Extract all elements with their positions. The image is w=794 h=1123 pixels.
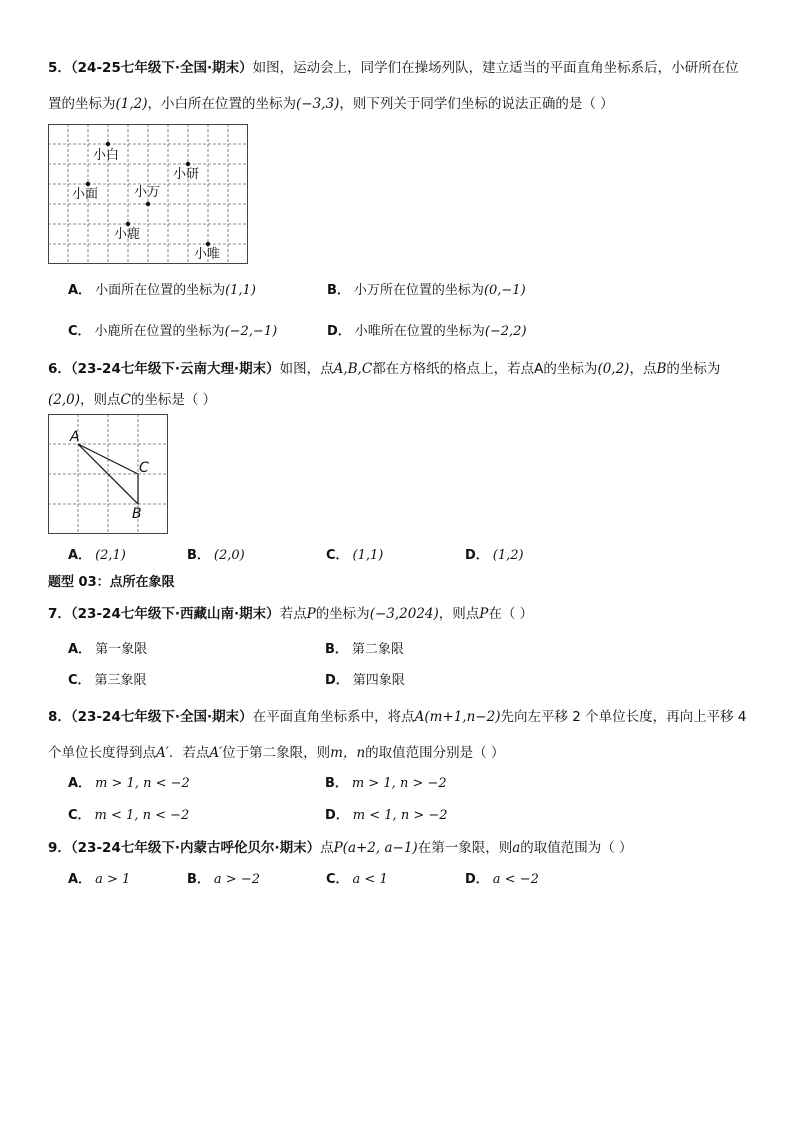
q7-option-c[interactable] [68, 669, 147, 688]
q7-text-a: 若点 [279, 606, 307, 622]
q5-label-xiaowan: 小万 [134, 185, 161, 200]
option-letter: C． [68, 324, 91, 339]
q8-option-c[interactable] [68, 804, 189, 823]
q5-grid-figure [48, 124, 250, 266]
option-value: a > 1 [95, 872, 131, 887]
q8-line1 [48, 705, 747, 725]
q6-text-1b: 都在方格纸的格点上，若点A的坐标为 [372, 361, 598, 377]
q7-source: （23-24七年级下·西藏山南·期末） [70, 606, 280, 622]
q6-point-c: C [120, 392, 131, 408]
q6-label-a: A [70, 429, 80, 445]
q8-source: （23-24七年级下·全国·期末） [70, 709, 253, 725]
option-letter: D． [465, 872, 489, 887]
q5-text-line1: 如图，运动会上，同学们在操场列队，建立适当的平面直角坐标系后，小研所在位 [252, 60, 739, 76]
q8-point-a-prime: A′ [156, 745, 169, 761]
option-letter: A． [68, 776, 92, 791]
q5-dot-xiaolu [126, 222, 130, 226]
option-letter: A． [68, 283, 92, 298]
option-text: 第四象限 [352, 673, 405, 688]
q7-option-b[interactable] [325, 638, 404, 657]
q5-number: 5． [48, 60, 71, 76]
option-value: m < 1, n < −2 [94, 808, 190, 823]
option-letter: A． [68, 872, 92, 887]
q7-text-b: 的坐标为 [315, 606, 370, 622]
option-letter: C． [68, 808, 91, 823]
option-value: m > 1, n < −2 [95, 776, 190, 791]
q6-text-2a: ，则点 [80, 392, 121, 408]
option-value: a < −2 [492, 872, 539, 887]
option-value: a < 1 [352, 872, 388, 887]
q6-grid-figure [48, 414, 170, 536]
option-letter: C． [326, 872, 349, 887]
option-letter: D． [327, 324, 351, 339]
q5-label-xiaomian: 小面 [72, 187, 99, 202]
q5-dot-xiaoyan [186, 162, 190, 166]
q5-option-a[interactable] [68, 279, 256, 298]
option-letter: B． [325, 642, 348, 657]
option-letter: B． [325, 776, 348, 791]
option-text: 小唯所在位置的坐标为 [354, 324, 485, 339]
option-text: 小万所在位置的坐标为 [353, 283, 484, 298]
q7-point: P [306, 606, 316, 622]
q8-option-a[interactable] [68, 772, 190, 791]
q5-text-2b: ，小白所在位置的坐标为 [147, 96, 297, 112]
option-text: 第二象限 [351, 642, 404, 657]
option-value: (1,2) [492, 548, 524, 563]
q5-text-2c: ，则下列关于同学们坐标的说法正确的是（ ） [339, 96, 614, 112]
option-letter: A． [68, 642, 92, 657]
q5-dot-xiaowei [206, 242, 210, 246]
q8-text-1a: 在平面直角坐标系中，将点 [252, 709, 415, 725]
option-letter: C． [326, 548, 349, 563]
option-coord: (−2,2) [484, 324, 527, 339]
section-heading: 题型 03：点所在象限 [48, 575, 175, 590]
q6-points: A,B,C [333, 361, 373, 377]
q6-text-1a: 如图，点 [279, 361, 334, 377]
q5-line1 [48, 56, 739, 76]
option-value: m > 1, n > −2 [351, 776, 447, 791]
q7-option-a[interactable] [68, 638, 147, 657]
q5-label-xiaobai: 小白 [93, 148, 120, 163]
option-text: 小面所在位置的坐标为 [95, 283, 226, 298]
q6-source: （23-24七年级下·云南大理·期末） [70, 361, 280, 377]
option-value: (2,1) [95, 548, 126, 563]
option-coord: (1,1) [225, 283, 256, 298]
option-text: 第一象限 [95, 642, 148, 657]
q5-label-xiaoyan: 小研 [173, 167, 200, 182]
option-letter: A． [68, 548, 92, 563]
q7-number: 7． [48, 606, 71, 622]
q9-number: 9． [48, 840, 71, 856]
q5-text-2a: 置的坐标为 [48, 96, 116, 112]
q5-option-c[interactable] [68, 320, 277, 339]
q9-text-b: 在第一象限，则 [417, 840, 513, 856]
q9-var: a [512, 840, 521, 856]
q6-line2 [48, 388, 216, 408]
q8-text-1b: 先向左平移 2 个单位长度，再向上平移 4 [500, 709, 747, 725]
option-letter: C． [68, 673, 91, 688]
q6-point-b: B [656, 361, 667, 377]
q8-number: 8． [48, 709, 71, 725]
q8-option-d[interactable] [325, 804, 448, 823]
q5-coord-xiaobai: (−3,3) [296, 96, 340, 112]
q6-coord-a: (0,2) [597, 361, 630, 377]
q5-dot-xiaobai [106, 142, 110, 146]
q5-source: （24-25七年级下·全国·期末） [70, 60, 253, 76]
q6-option-d[interactable] [465, 544, 524, 563]
q7-stem [48, 602, 533, 622]
q6-coord-b: (2,0) [48, 392, 81, 408]
q8-point-a-prime-2: A′ [209, 745, 223, 761]
q8-text-2b: ．若点 [168, 745, 210, 761]
q9-stem [48, 836, 633, 856]
q8-point-expr: A(m+1,n−2) [414, 709, 501, 725]
q6-label-b: B [132, 506, 142, 522]
q6-text-2b: 的坐标是（ ） [130, 392, 217, 408]
option-text: 第三象限 [94, 673, 147, 688]
option-letter: D． [325, 808, 349, 823]
q5-line2 [48, 92, 614, 112]
q6-option-a[interactable] [68, 544, 126, 563]
q7-option-d[interactable] [325, 669, 405, 688]
q9-option-d[interactable] [465, 868, 539, 887]
option-value: a > −2 [213, 872, 260, 887]
option-coord: (−2,−1) [224, 324, 278, 339]
q8-text-2d: 的取值范围分别是（ ） [365, 745, 505, 761]
q6-line1 [48, 357, 720, 377]
q9-text-a: 点 [320, 840, 334, 856]
option-letter: B． [187, 548, 210, 563]
q8-text-2a: 个单位长度得到点 [48, 745, 156, 761]
option-letter: B． [327, 283, 350, 298]
option-value: m < 1, n > −2 [352, 808, 448, 823]
q6-number: 6． [48, 361, 71, 377]
q5-dot-xiaowan [146, 202, 150, 206]
option-letter: D． [465, 548, 489, 563]
option-value: (1,1) [352, 548, 384, 563]
q5-label-xiaowei: 小唯 [194, 247, 221, 262]
q6-option-b[interactable] [187, 544, 245, 563]
q9-option-c[interactable] [326, 868, 388, 887]
q9-point-expr: P(a+2, a−1) [333, 840, 418, 856]
q7-point-2: P [479, 606, 489, 622]
option-letter: B． [187, 872, 210, 887]
option-letter: D． [325, 673, 349, 688]
q5-option-d[interactable] [327, 320, 527, 339]
q6-label-c: C [139, 460, 149, 476]
option-coord: (0,−1) [483, 283, 526, 298]
q9-source: （23-24七年级下·内蒙古呼伦贝尔·期末） [70, 840, 321, 856]
q9-option-b[interactable] [187, 868, 260, 887]
q8-option-b[interactable] [325, 772, 447, 791]
q6-text-1c: ，点 [629, 361, 657, 377]
q8-vars: m，n [330, 745, 366, 761]
q8-line2 [48, 741, 504, 761]
option-text: 小鹿所在位置的坐标为 [94, 324, 225, 339]
option-value: (2,0) [213, 548, 245, 563]
q5-coord-xiaoyan: (1,2) [115, 96, 148, 112]
q7-coord: (−3,2024) [369, 606, 439, 622]
q5-option-b[interactable] [327, 279, 526, 298]
q6-option-c[interactable] [326, 544, 383, 563]
q9-option-a[interactable] [68, 868, 130, 887]
q6-text-1d: 的坐标为 [666, 361, 721, 377]
q8-text-2c: 位于第二象限，则 [222, 745, 331, 761]
q5-dot-xiaomian [86, 182, 90, 186]
q9-text-c: 的取值范围为（ ） [520, 840, 633, 856]
q5-label-xiaolu: 小鹿 [114, 227, 141, 242]
q7-text-c: ，则点 [438, 606, 480, 622]
q7-text-d: 在（ ） [488, 606, 534, 622]
